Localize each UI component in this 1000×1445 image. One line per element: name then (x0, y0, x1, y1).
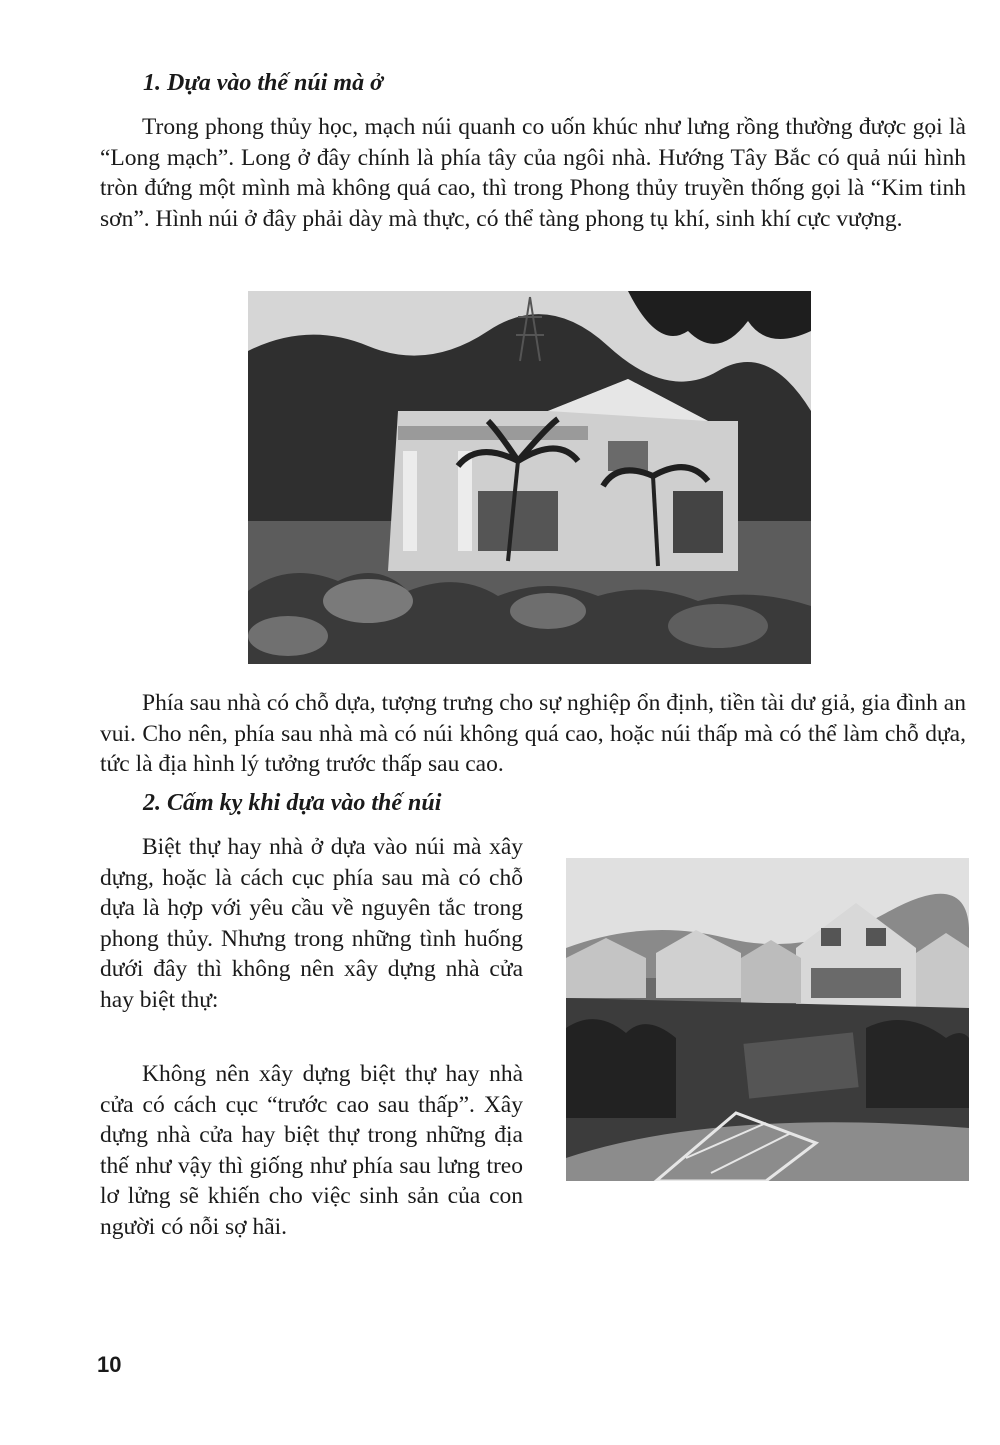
section-2-heading: 2. Cấm kỵ khi dựa vào thế núi (143, 790, 442, 816)
section-1-heading: 1. Dựa vào thế núi mà ở (143, 70, 383, 96)
section-2-paragraph-1: Biệt thự hay nhà ở dựa vào núi mà xây dựng, hoặc là cách cục phía sau mà có chỗ dựa là hợp với yêu cầu về nguyên tắc trong phong thủy. Nhưng trong những tình huống dưới đây thì không nên xây dựng nhà cửa hay biệt thự: (100, 834, 523, 1013)
villa-on-hillside-photo (248, 291, 811, 664)
section-2-paragraph-2: Không nên xây dựng biệt thự hay nhà cửa có cách cục “trước cao sau thấp”. Xây dựng nhà cửa hay biệt thự trong những địa thế như vậy thì giống như phía sau lưng treo lơ lửng sẽ khiến cho việc sinh sản của con người có nỗi sợ hãi. (100, 1061, 523, 1240)
villa-complex-photo (566, 858, 969, 1181)
page-number: 10 (97, 1352, 122, 1377)
section-1-paragraph-1: Trong phong thủy học, mạch núi quanh co uốn khúc như lưng rồng thường được gọi là “Long mạch”. Long ở đây chính là phía tây của ngôi nhà. Hướng Tây Bắc có quả núi hình tròn đứng một mình mà không quá cao, thì trong Phong thủy truyền thống gọi là “Kim tinh sơn”. Hình núi ở đây phải dày mà thực, có thể tàng phong tụ khí, sinh khí cực vượng. (100, 114, 966, 232)
section-1-paragraph-2: Phía sau nhà có chỗ dựa, tượng trưng cho sự nghiệp ổn định, tiền tài dư giả, gia đình an vui. Cho nên, phía sau nhà mà có núi không quá cao, hoặc núi thấp mà có thể làm chỗ dựa, tức là địa hình lý tưởng trước thấp sau cao. (100, 690, 966, 777)
